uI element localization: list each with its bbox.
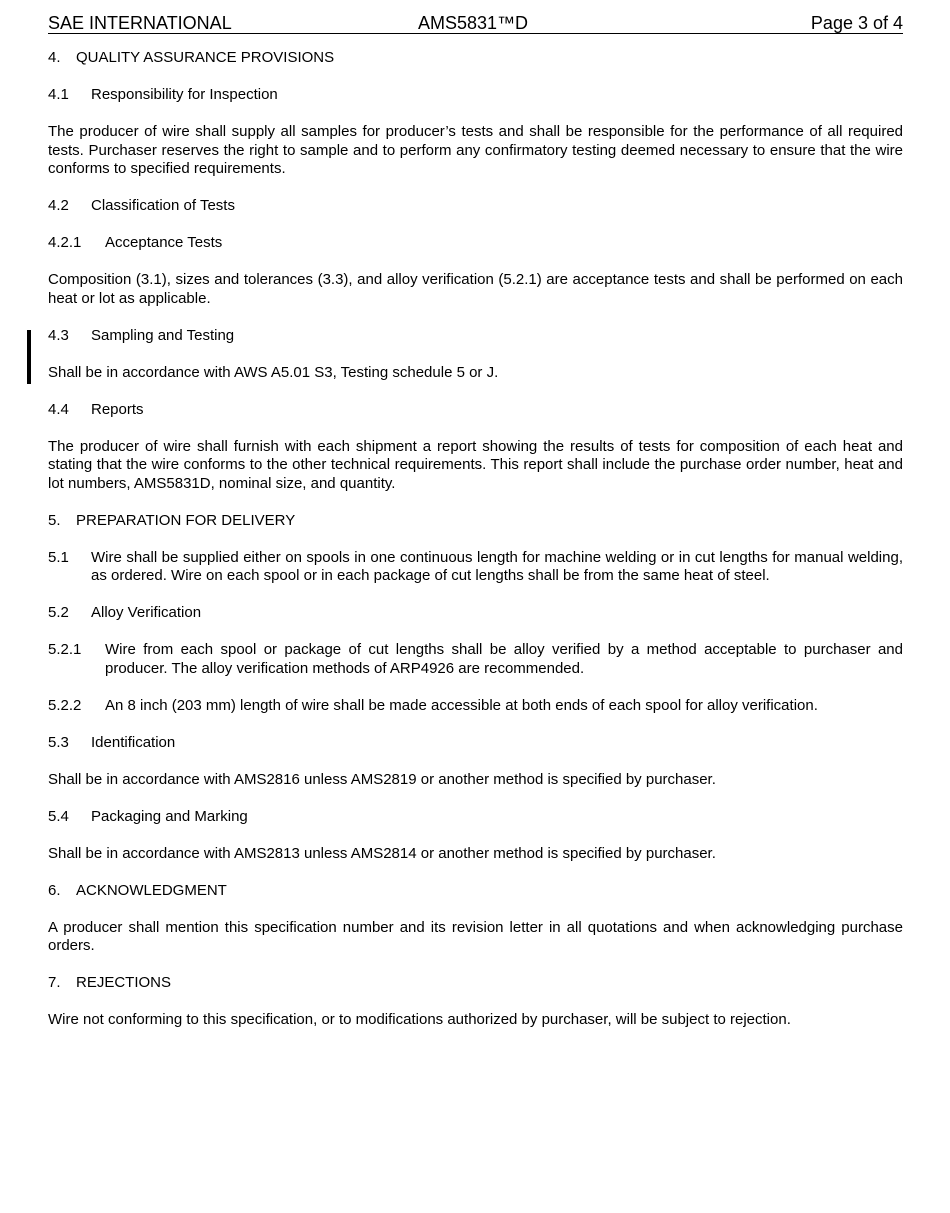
section-title: Classification of Tests [91,197,235,214]
section-text: Wire shall be supplied either on spools in one continuous length for machine welding or in cut lengths for manual welding, as ordered. Wire on each spool or in each package of cut lengths shall be from the same heat of steel. [91,548,903,584]
section-number: 4.4 [48,400,69,418]
section-6-heading [48,882,903,901]
section-4-4-heading [48,401,903,420]
section-4-2-heading [48,197,903,216]
header-page-number: Page 3 of 4 [810,13,903,33]
section-title: Alloy Verification [91,604,202,621]
section-title: Acceptance Tests [105,234,223,251]
section-title: PREPARATION FOR DELIVERY [76,511,296,529]
section-number: 5.2.2 [48,696,82,714]
section-4-1-heading [48,86,903,105]
section-4-1-text: The producer of wire shall supply all samples for producer’s tests and shall be responsible for the performance of all required tests. Purchaser reserves the right to sample and to perform any confirmatory testing deemed necessary to ensure that the wire conforms to specified requirements. [48,123,903,177]
section-7-heading [48,974,903,993]
section-number: 5.3 [48,733,69,751]
section-number: 5.2.1 [48,641,82,658]
section-5-2-1-item [48,641,903,678]
section-4-heading [48,49,903,68]
section-text: An 8 inch (203 mm) length of wire shall be made accessible at both ends of each spool for alloy verification. [105,696,818,714]
section-number: 4.1 [48,86,69,103]
section-title: QUALITY ASSURANCE PROVISIONS [76,49,335,66]
section-4-2-1-text: Composition (3.1), sizes and tolerances (3.3), and alloy verification (5.2.1) are acceptance tests and shall be performed on each heat or lot as applicable. [48,271,903,307]
section-title: Sampling and Testing [91,326,235,344]
section-title: Identification [91,733,176,751]
revision-change-bar [27,330,31,384]
section-5-2-heading [48,604,903,623]
section-text: Wire from each spool or package of cut lengths shall be alloy verified by a method acceptable to purchaser and producer. The alloy verification methods of ARP4926 are recommended. [105,641,903,677]
section-title: Responsibility for Inspection [91,86,278,103]
section-number: 5.2 [48,604,69,621]
section-number: 7. [48,974,61,991]
section-title: REJECTIONS [76,974,172,991]
section-4-3-heading [48,327,903,346]
section-5-3-heading [48,734,903,753]
section-number: 5. [48,511,61,529]
section-number: 4.2.1 [48,234,82,251]
header-rule [48,33,903,34]
section-5-2-2-item [48,697,903,716]
section-5-4-text: Shall be in accordance with AMS2813 unless AMS2814 or another method is specified by purchaser. [48,844,716,862]
section-4-4-text: The producer of wire shall furnish with each shipment a report showing the results of tests for composition of each heat and stating that the wire conforms to the other technical requirements. This report shall include the purchase order number, heat and lot numbers, AMS5831D, nominal size, and quantity. [48,437,903,492]
section-5-4-heading [48,808,903,827]
section-number: 4.3 [48,326,69,344]
section-5-3-text: Shall be in accordance with AMS2816 unless AMS2819 or another method is specified by purchaser. [48,770,716,788]
section-5-heading [48,512,903,531]
section-7-text: Wire not conforming to this specification, or to modifications authorized by purchaser, will be subject to rejection. [48,1011,791,1028]
section-title: Reports [91,400,144,418]
section-title: ACKNOWLEDGMENT [76,881,227,899]
header-doc-number: AMS5831™D [418,13,529,33]
section-number: 5.4 [48,807,69,825]
section-4-2-1-heading [48,234,903,253]
section-4-3-text: Shall be in accordance with AWS A5.01 S3, Testing schedule 5 or J. [48,363,499,381]
section-6-text: A producer shall mention this specification number and its revision letter in all quotations and when acknowledging purchase orders. [48,918,903,954]
section-5-1-item [48,549,903,586]
header-org: SAE INTERNATIONAL [48,13,232,33]
section-number: 4.2 [48,197,69,214]
section-number: 4. [48,49,61,66]
section-number: 5.1 [48,548,69,566]
section-title: Packaging and Marking [91,807,248,825]
section-number: 6. [48,881,61,899]
document-body [48,49,903,1030]
